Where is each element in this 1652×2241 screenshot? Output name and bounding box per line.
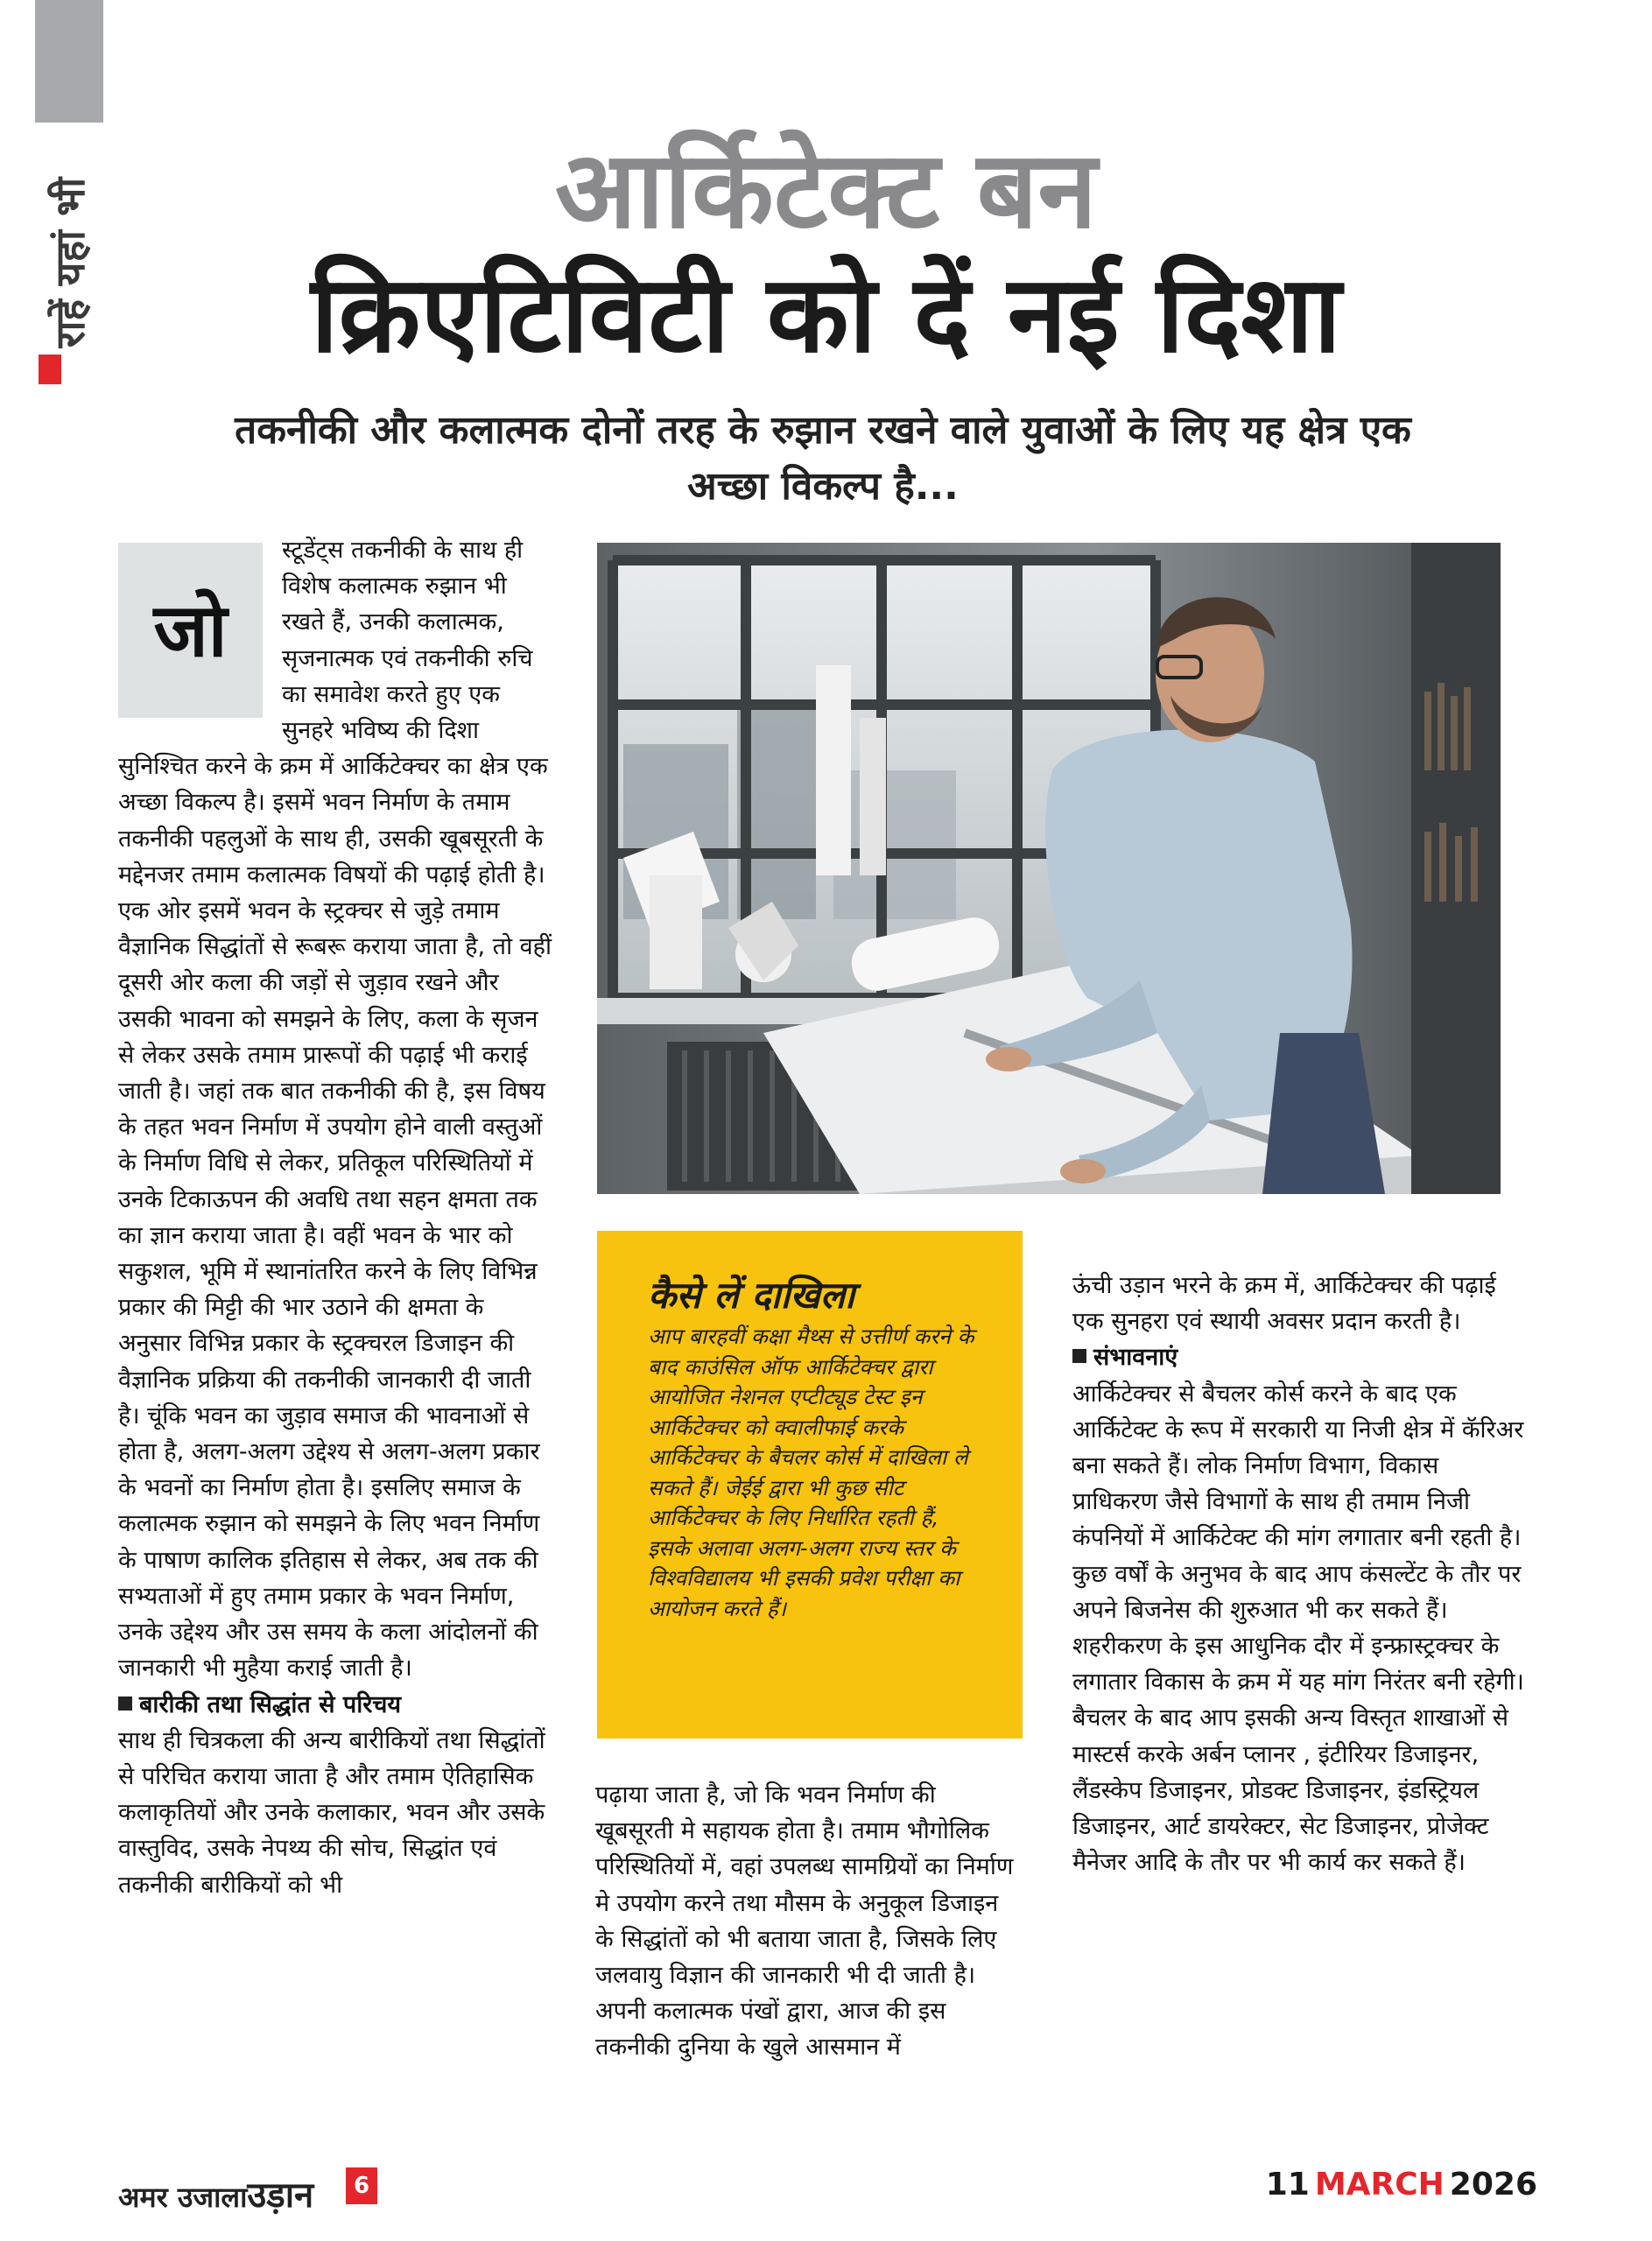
column1-para2: साथ ही चित्रकला की अन्य बारीकियों तथा सिद्धांतों से परिचित कराया जाता है और तमाम ऐतिहासिक कलाकृतियों और उनके कलाकार, भवन और उसके वास्तुविद, उसके नेपथ्य की सोच, सिद्धांत एवं तकनीकी बारीकियों को भी (118, 1726, 545, 1899)
architect-photo (597, 543, 1501, 1194)
headline-line1: आर्किटेक्ट बन (554, 128, 1098, 252)
footer-date (1261, 2167, 1537, 2202)
admission-box-text: आप बारहवीं कक्षा मैथ्स से उत्तीर्ण करने के बाद काउंसिल ऑफ आर्किटेक्चर द्वारा आयोजित नेशनल एप्टीट्यूड टेस्ट इन आर्किटेक्चर को क्वालीफाई करके आर्किटेक्चर के बैचलर कोर्स में दाखिला ले सकते हैं। जेईई द्वारा भी कुछ सीट आर्किटेक्चर के लिए निर्धारित रहती हैं, इसके अलावा अलग-अलग राज्य स्तर के विश्वविद्यालय भी इसकी प्रवेश परीक्षा का आयोजन करते हैं। (648, 1324, 974, 1621)
article-column-2 (595, 1777, 1020, 2066)
footer-date-day: 11 (1265, 2167, 1310, 2202)
footer-date-month: MARCH (1314, 2167, 1445, 2202)
column3-para2: आर्किटेक्चर से बैचलर कोर्स करने के बाद एक आर्किटेक्ट के रूप में सरकारी या निजी क्षेत्र में कॅरिअर बना सकते हैं। लोक निर्माण विभाग, विकास प्राधिकरण जैसे विभागों के साथ ही तमाम निजी कंपनियों में आर्किटेक्ट की मांग लगातार बनी रहती है। कुछ वर्षों के अनुभव के बाद आप कंसल्टेंट के तौर पर अपने बिजनेस की शुरुआत भी कर सकते हैं। शहरीकरण के इस आधुनिक दौर में इन्फ्रास्ट्रक्चर के लगातार विकास के क्रम में यह मांग निरंतर बनी रहेगी। बैचलर के बाद आप इसकी अन्य विस्तृत शाखाओं से मास्टर्स करके अर्बन प्लानर , इंटीरियर डिजाइनर, लैंडस्केप डिजाइनर, प्रोडक्ट डिजाइनर, इंडस्ट्रियल डिजाइनर, आर्ट डायरेक्टर, सेट डिजाइनर, प्रोजेक्ट मैनेजर आदि के तौर पर भी कार्य कर सकते हैं। (1072, 1380, 1524, 1877)
column1-intro: स्टूडेंट्स तकनीकी के साथ ही विशेष कलात्मक रुझान भी रखते हैं, उनकी कलात्मक, सृजनात्मक एवं तकनीकी रुचि का समावेश करते हुए एक सुनहरे भविष्य की दिशा सुनिश्चित करने के क्रम में आर्किटेक्चर का क्षेत्र एक अच्छा विकल्प है। इसमें भवन निर्माण के तमाम तकनीकी पहलुओं के साथ ही, उसकी खूबसूरती के मद्देनजर तमाम कलात्मक विषयों की पढ़ाई होती है। एक ओर इसमें भवन के स्ट्रक्चर से जुड़े तमाम वैज्ञानिक सिद्धांतों से रूबरू कराया जाता है, तो वहीं दूसरी ओर कला की जड़ों से जुड़ाव रखने और उसकी भावना को समझने के लिए, कला के सृजन से लेकर उसके तमाम प्रारूपों की पढ़ाई भी कराई जाती है। जहां तक बात तकनीकी की है, इस विषय के तहत भवन निर्माण में उपयोग होने वाली वस्तुओं के निर्माण विधि से लेकर, प्रतिकूल परिस्थितियों में उनके टिकाऊपन की अवधि तथा सहन क्षमता तक का ज्ञान कराया जाता है। वहीं भवन के भार को सकुशल, भूमि में स्थानांतरित करने के लिए विभिन्न प्रकार की मिट्टी की भार उठाने की क्षमता के अनुसार विभिन्न प्रकार के स्ट्रक्चरल डिजाइन की वैज्ञानिक प्रक्रिया की तकनीकी जानकारी दी जाती है। चूंकि भवन का जुड़ाव समाज की भावनाओं से होता है, अलग-अलग उद्देश्य से अलग-अलग प्रकार के भवनों का निर्माण होता है। इसलिए समाज के कलात्मक रुझान को समझने के लिए भवन निर्माण के पाषाण कालिक इतिहास से लेकर, अब तक की सभ्यताओं में हुए तमाम प्रकार के भवन निर्माण, उनके उद्देश्य और उस समय के कला आंदोलनों की जानकारी भी मुहैया कराई जाती है। (118, 537, 552, 1683)
square-bullet-icon (118, 1697, 132, 1711)
footer-brand (118, 2169, 313, 2217)
side-strip-bar (35, 0, 103, 123)
column3-subhead-text: संभावनाएं (1093, 1344, 1178, 1372)
footer-brand-name: अमर उजाला (118, 2181, 248, 2214)
admission-box (597, 1231, 1023, 1739)
column1-subhead-text: बारीकी तथा सिद्धांत से परिचय (139, 1690, 402, 1718)
column3-subhead (1072, 1339, 1528, 1375)
admission-box-title: कैसे लें दाखिला (648, 1274, 855, 1317)
footer-brand-supplement: उड़ान (247, 2175, 314, 2216)
dropcap: जो (118, 543, 263, 718)
architect-illustration (597, 543, 1501, 1194)
standfirst: तकनीकी और कलात्मक दोनों तरह के रुझान रखने वाले युवाओं के लिए यह क्षेत्र एक अच्छा विकल्प है... (235, 408, 1411, 509)
column2-text: पढ़ाया जाता है, जो कि भवन निर्माण की खूबसूरती मे सहायक होता है। तमाम भौगोलिक परिस्थितियों में, वहां उपलब्ध सामग्रियों का निर्माण मे उपयोग करने तथा मौसम के अनुकूल डिजाइन के सिद्धांतों को भी बताया जाता है, जिसके लिए जलवायु विज्ञान की जानकारी भी दी जाती है। अपनी कलात्मक पंखों द्वारा, आज की इस तकनीकी दुनिया के खुले आसमान में (595, 1781, 1014, 2062)
square-bullet-icon (1072, 1349, 1086, 1363)
footer-date-year: 2026 (1449, 2167, 1537, 2202)
column3-para1: ऊंची उड़ान भरने के क्रम में, आर्किटेक्चर की पढ़ाई एक सुनहरा एवं स्थायी अवसर प्रदान करती है। (1072, 1272, 1496, 1336)
article-column-1 (118, 532, 552, 1903)
article-column-3 (1072, 1268, 1528, 1880)
column1-subhead (118, 1687, 552, 1723)
section-label-text: राहें यहां भी (46, 177, 94, 348)
headline-line2: क्रिएटिविटी को दें नई दिशा (311, 252, 1341, 376)
page-number: 6 (346, 2167, 377, 2204)
